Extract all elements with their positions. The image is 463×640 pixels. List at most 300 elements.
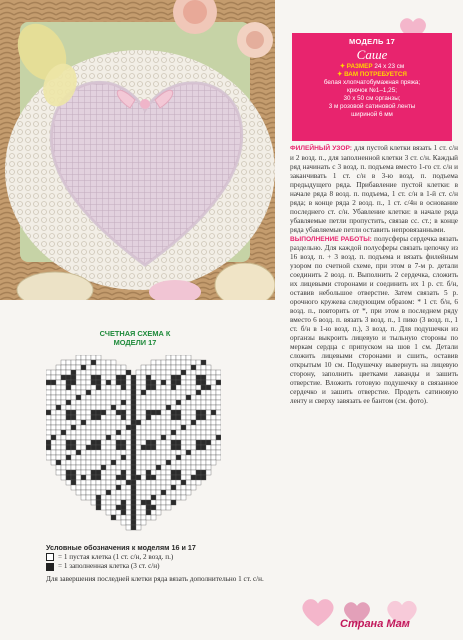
chart-cell	[136, 485, 141, 490]
chart-cell	[46, 405, 51, 410]
chart-cell	[126, 470, 131, 475]
chart-cell	[121, 365, 126, 370]
chart-cell	[136, 490, 141, 495]
chart-cell	[171, 490, 176, 495]
chart-cell	[76, 410, 81, 415]
chart-cell	[96, 470, 101, 475]
chart-cell	[171, 485, 176, 490]
chart-cell	[141, 455, 146, 460]
chart-cell	[101, 450, 106, 455]
chart-cell	[156, 385, 161, 390]
chart-cell	[166, 405, 171, 410]
chart-cell	[191, 380, 196, 385]
chart-cell	[71, 395, 76, 400]
chart-cell	[191, 400, 196, 405]
chart-cell	[216, 435, 221, 440]
chart-cell	[131, 515, 136, 520]
chart-cell	[136, 520, 141, 525]
chart-cell	[116, 400, 121, 405]
chart-cell	[136, 400, 141, 405]
chart-cell	[156, 490, 161, 495]
chart-cell	[116, 490, 121, 495]
chart-cell	[116, 425, 121, 430]
chart-cell	[66, 395, 71, 400]
chart-cell	[151, 370, 156, 375]
chart-cell	[136, 475, 141, 480]
chart-cell	[131, 480, 136, 485]
chart-cell	[116, 445, 121, 450]
chart-cell	[76, 425, 81, 430]
chart-cell	[91, 405, 96, 410]
chart-cell	[46, 395, 51, 400]
chart-cell	[216, 440, 221, 445]
chart-cell	[141, 375, 146, 380]
chart-cell	[161, 490, 166, 495]
chart-cell	[151, 360, 156, 365]
chart-cell	[166, 425, 171, 430]
chart-cell	[216, 405, 221, 410]
chart-cell	[126, 455, 131, 460]
chart-cell	[101, 505, 106, 510]
chart-cell	[181, 405, 186, 410]
chart-cell	[186, 480, 191, 485]
chart-cell	[136, 440, 141, 445]
chart-cell	[71, 460, 76, 465]
chart-cell	[136, 420, 141, 425]
chart-cell	[96, 450, 101, 455]
chart-cell	[186, 460, 191, 465]
chart-cell	[166, 445, 171, 450]
chart-cell	[81, 355, 86, 360]
chart-cell	[181, 480, 186, 485]
chart-cell	[116, 510, 121, 515]
chart-cell	[151, 480, 156, 485]
chart-cell	[201, 390, 206, 395]
chart-cell	[206, 385, 211, 390]
chart-cell	[176, 375, 181, 380]
chart-cell	[76, 490, 81, 495]
chart-cell	[71, 365, 76, 370]
chart-cell	[111, 430, 116, 435]
chart-cell	[101, 485, 106, 490]
chart-cell	[156, 415, 161, 420]
chart-cell	[56, 435, 61, 440]
chart-cell	[186, 445, 191, 450]
chart-cell	[151, 445, 156, 450]
chart-cell	[156, 480, 161, 485]
chart-cell	[131, 450, 136, 455]
legend	[46, 543, 264, 584]
chart-cell	[151, 440, 156, 445]
chart-cell	[71, 360, 76, 365]
chart-cell	[61, 405, 66, 410]
chart-cell	[91, 370, 96, 375]
chart-cell	[121, 440, 126, 445]
chart-cell	[61, 365, 66, 370]
chart-cell	[46, 380, 51, 385]
chart-cell	[96, 385, 101, 390]
chart-cell	[166, 370, 171, 375]
chart-cell	[96, 490, 101, 495]
chart-cell	[171, 390, 176, 395]
chart-cell	[81, 475, 86, 480]
chart-cell	[141, 515, 146, 520]
chart-cell	[56, 375, 61, 380]
chart-cell	[121, 395, 126, 400]
chart-cell	[206, 400, 211, 405]
chart-cell	[196, 400, 201, 405]
chart-cell	[121, 505, 126, 510]
chart-cell	[56, 390, 61, 395]
chart-cell	[111, 360, 116, 365]
chart-cell	[96, 410, 101, 415]
chart-cell	[71, 385, 76, 390]
chart-cell	[176, 490, 181, 495]
chart-cell	[136, 375, 141, 380]
chart-cell	[96, 505, 101, 510]
chart-cell	[81, 385, 86, 390]
chart-cell	[106, 475, 111, 480]
chart-cell	[66, 415, 71, 420]
chart-cell	[196, 365, 201, 370]
chart-cell	[181, 410, 186, 415]
chart-cell	[76, 475, 81, 480]
chart-cell	[56, 395, 61, 400]
chart-cell	[81, 370, 86, 375]
chart-cell	[91, 400, 96, 405]
chart-cell	[176, 360, 181, 365]
chart-cell	[151, 475, 156, 480]
chart-cell	[136, 405, 141, 410]
chart-cell	[201, 465, 206, 470]
chart-cell	[116, 415, 121, 420]
chart-cell	[166, 355, 171, 360]
chart-cell	[141, 370, 146, 375]
chart-cell	[91, 445, 96, 450]
chart-cell	[126, 495, 131, 500]
chart-cell	[121, 415, 126, 420]
chart-cell	[211, 400, 216, 405]
chart-cell	[196, 430, 201, 435]
chart-cell	[116, 515, 121, 520]
chart-cell	[101, 445, 106, 450]
chart-cell	[136, 505, 141, 510]
chart-cell	[166, 440, 171, 445]
chart-cell	[196, 395, 201, 400]
chart-cell	[46, 385, 51, 390]
chart-cell	[56, 465, 61, 470]
chart-cell	[131, 460, 136, 465]
chart-cell	[106, 460, 111, 465]
chart-cell	[196, 405, 201, 410]
chart-cell	[116, 370, 121, 375]
chart-cell	[61, 430, 66, 435]
chart-cell	[181, 390, 186, 395]
chart-cell	[191, 420, 196, 425]
chart-cell	[56, 445, 61, 450]
chart-cell	[106, 450, 111, 455]
chart-cell	[116, 365, 121, 370]
chart-cell	[141, 420, 146, 425]
chart-cell	[96, 370, 101, 375]
chart-cell	[126, 430, 131, 435]
chart-cell	[46, 430, 51, 435]
chart-cell	[196, 390, 201, 395]
chart-cell	[171, 370, 176, 375]
chart-cell	[51, 405, 56, 410]
chart-cell	[136, 480, 141, 485]
chart-cell	[96, 390, 101, 395]
chart-cell	[106, 375, 111, 380]
chart-cell	[116, 380, 121, 385]
chart-cell	[131, 390, 136, 395]
chart-cell	[76, 440, 81, 445]
chart-cell	[181, 490, 186, 495]
chart-cell	[101, 420, 106, 425]
chart-cell	[121, 455, 126, 460]
chart-cell	[86, 445, 91, 450]
chart-cell	[56, 440, 61, 445]
chart-cell	[171, 460, 176, 465]
chart-cell	[196, 410, 201, 415]
chart-cell	[86, 465, 91, 470]
chart-cell	[161, 430, 166, 435]
chart-cell	[116, 405, 121, 410]
chart-cell	[166, 430, 171, 435]
chart-cell	[196, 470, 201, 475]
chart-cell	[191, 390, 196, 395]
chart-cell	[111, 415, 116, 420]
chart-cell	[101, 470, 106, 475]
chart-cell	[76, 445, 81, 450]
chart-cell	[186, 425, 191, 430]
chart-cell	[201, 440, 206, 445]
chart-cell	[191, 385, 196, 390]
chart-cell	[106, 385, 111, 390]
chart-cell	[211, 455, 216, 460]
size-label: РАЗМЕР	[346, 63, 373, 70]
chart-cell	[51, 430, 56, 435]
chart-cell	[91, 420, 96, 425]
chart-cell	[151, 465, 156, 470]
chart-cell	[161, 470, 166, 475]
chart-cell	[96, 500, 101, 505]
chart-cell	[126, 420, 131, 425]
chart-cell	[51, 420, 56, 425]
chart-cell	[206, 395, 211, 400]
chart-cell	[156, 430, 161, 435]
chart-cell	[156, 470, 161, 475]
chart-cell	[186, 475, 191, 480]
chart-cell	[181, 465, 186, 470]
chart-cell	[86, 475, 91, 480]
chart-cell	[111, 385, 116, 390]
chart-cell	[111, 375, 116, 380]
chart-cell	[86, 400, 91, 405]
chart-cell	[91, 490, 96, 495]
chart-cell	[61, 475, 66, 480]
chart-cell	[141, 470, 146, 475]
chart-cell	[126, 440, 131, 445]
chart-cell	[181, 460, 186, 465]
chart-cell	[216, 430, 221, 435]
chart-cell	[101, 435, 106, 440]
chart-cell	[181, 435, 186, 440]
chart-cell	[86, 485, 91, 490]
chart-cell	[186, 370, 191, 375]
chart-cell	[126, 515, 131, 520]
chart-cell	[206, 365, 211, 370]
chart-cell	[191, 485, 196, 490]
chart-cell	[81, 445, 86, 450]
chart-cell	[206, 390, 211, 395]
chart-cell	[61, 390, 66, 395]
chart-cell	[106, 485, 111, 490]
chart-cell	[186, 440, 191, 445]
chart-cell	[76, 400, 81, 405]
chart-cell	[96, 460, 101, 465]
chart-cell	[176, 365, 181, 370]
chart-cell	[136, 465, 141, 470]
chart-cell	[191, 460, 196, 465]
chart-cell	[136, 410, 141, 415]
chart-cell	[106, 500, 111, 505]
chart-cell	[116, 435, 121, 440]
chart-cell	[46, 435, 51, 440]
chart-cell	[71, 425, 76, 430]
empty-cell-icon	[46, 553, 54, 561]
chart-cell	[131, 490, 136, 495]
chart-cell	[136, 515, 141, 520]
chart-cell	[96, 440, 101, 445]
chart-cell	[201, 425, 206, 430]
chart-cell	[191, 445, 196, 450]
chart-cell	[136, 435, 141, 440]
chart-cell	[211, 415, 216, 420]
chart-cell	[91, 395, 96, 400]
chart-cell	[166, 395, 171, 400]
chart-cell	[191, 375, 196, 380]
chart-cell	[216, 425, 221, 430]
chart-cell	[201, 435, 206, 440]
chart-cell	[216, 450, 221, 455]
chart-cell	[111, 365, 116, 370]
chart-cell	[196, 450, 201, 455]
chart-cell	[71, 410, 76, 415]
chart-cell	[216, 420, 221, 425]
chart-cell	[196, 420, 201, 425]
chart-cell	[46, 410, 51, 415]
chart-cell	[161, 410, 166, 415]
chart-cell	[96, 355, 101, 360]
chart-cell	[201, 400, 206, 405]
chart-cell	[151, 505, 156, 510]
chart-cell	[166, 480, 171, 485]
chart-cell	[186, 410, 191, 415]
chart-cell	[81, 430, 86, 435]
chart-cell	[96, 365, 101, 370]
chart-cell	[101, 500, 106, 505]
chart-cell	[141, 460, 146, 465]
chart-cell	[131, 420, 136, 425]
chart-cell	[121, 400, 126, 405]
chart-cell	[146, 490, 151, 495]
chart-cell	[151, 510, 156, 515]
chart-cell	[166, 380, 171, 385]
chart-cell	[151, 420, 156, 425]
chart-cell	[101, 465, 106, 470]
chart-cell	[161, 435, 166, 440]
chart-cell	[166, 485, 171, 490]
chart-cell	[206, 465, 211, 470]
chart-cell	[141, 425, 146, 430]
chart-cell	[56, 380, 61, 385]
chart-cell	[181, 385, 186, 390]
chart-cell	[91, 455, 96, 460]
section-heading: ВЫПОЛНЕНИЕ РАБОТЫ:	[290, 235, 372, 243]
chart-cell	[181, 360, 186, 365]
chart-cell	[146, 445, 151, 450]
chart-cell	[66, 410, 71, 415]
chart-cell	[56, 460, 61, 465]
chart-cell	[101, 385, 106, 390]
chart-cell	[101, 455, 106, 460]
chart-cell	[191, 455, 196, 460]
chart-cell	[51, 415, 56, 420]
chart-cell	[51, 455, 56, 460]
chart-cell	[136, 445, 141, 450]
chart-cell	[186, 380, 191, 385]
chart-cell	[171, 415, 176, 420]
chart-cell	[196, 380, 201, 385]
chart-cell	[196, 475, 201, 480]
chart-cell	[146, 440, 151, 445]
chart-cell	[71, 480, 76, 485]
chart-cell	[121, 485, 126, 490]
chart-cell	[206, 470, 211, 475]
chart-cell	[116, 455, 121, 460]
chart-cell	[51, 445, 56, 450]
chart-cell	[86, 410, 91, 415]
chart-cell	[126, 445, 131, 450]
chart-cell	[131, 375, 136, 380]
chart-cell	[166, 460, 171, 465]
chart-cell	[171, 360, 176, 365]
chart-cell	[146, 515, 151, 520]
chart-cell	[86, 430, 91, 435]
chart-cell	[101, 440, 106, 445]
chart-cell	[86, 470, 91, 475]
chart-cell	[66, 470, 71, 475]
chart-cell	[176, 445, 181, 450]
chart-cell	[91, 355, 96, 360]
chart-cell	[181, 375, 186, 380]
chart-cell	[76, 375, 81, 380]
chart-cell	[91, 485, 96, 490]
chart-cell	[66, 390, 71, 395]
chart-cell	[101, 425, 106, 430]
chart-cell	[176, 405, 181, 410]
chart-cell	[146, 480, 151, 485]
chart-cell	[96, 380, 101, 385]
chart-cell	[51, 390, 56, 395]
chart-cell	[116, 385, 121, 390]
chart-cell	[96, 435, 101, 440]
chart-cell	[211, 370, 216, 375]
chart-cell	[171, 465, 176, 470]
chart-cell	[86, 365, 91, 370]
chart-cell	[91, 415, 96, 420]
